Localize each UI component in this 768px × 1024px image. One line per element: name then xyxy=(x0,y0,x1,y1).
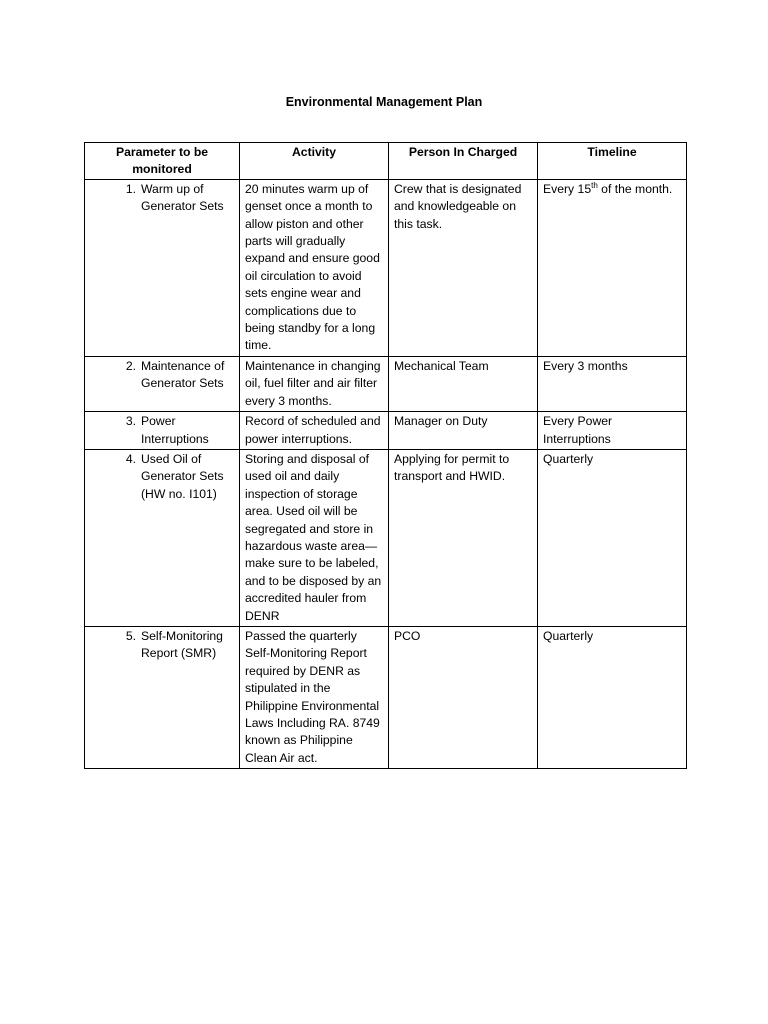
parameter-cell xyxy=(85,412,240,450)
table-row xyxy=(85,449,687,626)
document-title: Environmental Management Plan xyxy=(285,95,483,109)
person-cell: Manager on Duty xyxy=(389,412,538,450)
environmental-plan-table xyxy=(84,142,687,769)
parameter-text: Self-Monitoring Report (SMR) xyxy=(141,628,223,661)
activity-cell: Passed the quarterly Self-Monitoring Report required by DENR as stipulated in the Philippine Environmental Laws Including RA. 8749 known as Philippine Clean Air act. xyxy=(240,626,389,768)
activity-cell: 20 minutes warm up of genset once a month to allow piston and other parts will gradually expand and ensure good oil circulation to avoid sets engine wear and complications due to being standby for a long time. xyxy=(240,179,389,356)
timeline-cell: Every 3 months xyxy=(538,356,687,411)
header-activity: Activity xyxy=(240,143,389,180)
table-header-row xyxy=(85,143,687,180)
table-row xyxy=(85,179,687,356)
table-row xyxy=(85,356,687,411)
activity-cell: Record of scheduled and power interruptions. xyxy=(240,412,389,450)
timeline-prefix: Every 15 xyxy=(543,181,592,196)
timeline-cell: Quarterly xyxy=(538,449,687,626)
parameter-cell xyxy=(85,626,240,768)
table-row xyxy=(85,626,687,768)
parameter-cell xyxy=(85,449,240,626)
row-number: 1. xyxy=(125,181,136,196)
parameter-text: Used Oil of Generator Sets (HW no. I101) xyxy=(141,451,224,501)
person-cell: Crew that is designated and knowledgeable on this task. xyxy=(389,179,538,356)
parameter-text: Maintenance of Generator Sets xyxy=(141,358,225,391)
parameter-cell xyxy=(85,356,240,411)
header-person: Person In Charged xyxy=(389,143,538,180)
person-cell: Applying for permit to transport and HWID. xyxy=(389,449,538,626)
row-number: 5. xyxy=(125,628,136,643)
timeline-suffix: of the month. xyxy=(597,181,673,196)
parameter-text: Power Interruptions xyxy=(141,414,209,446)
header-parameter: Parameter to be monitored xyxy=(85,143,240,180)
timeline-cell: Every Power Interruptions xyxy=(538,412,687,450)
activity-cell: Maintenance in changing oil, fuel filter and air filter every 3 months. xyxy=(240,356,389,411)
timeline-superscript: th xyxy=(591,180,598,190)
person-cell: PCO xyxy=(389,626,538,768)
timeline-cell: Quarterly xyxy=(538,626,687,768)
row-number: 2. xyxy=(125,358,136,373)
activity-cell: Storing and disposal of used oil and daily inspection of storage area. Used oil will be segregated and store in hazardous waste area—make sure to be labeled, and to be disposed by an accredited hauler from DENR xyxy=(240,449,389,626)
table-row xyxy=(85,412,687,450)
parameter-text: Warm up of Generator Sets xyxy=(141,181,224,214)
person-cell: Mechanical Team xyxy=(389,356,538,411)
row-number: 4. xyxy=(125,451,136,466)
timeline-cell xyxy=(538,179,687,356)
parameter-cell xyxy=(85,179,240,356)
header-timeline: Timeline xyxy=(538,143,687,180)
row-number: 3. xyxy=(125,414,136,429)
